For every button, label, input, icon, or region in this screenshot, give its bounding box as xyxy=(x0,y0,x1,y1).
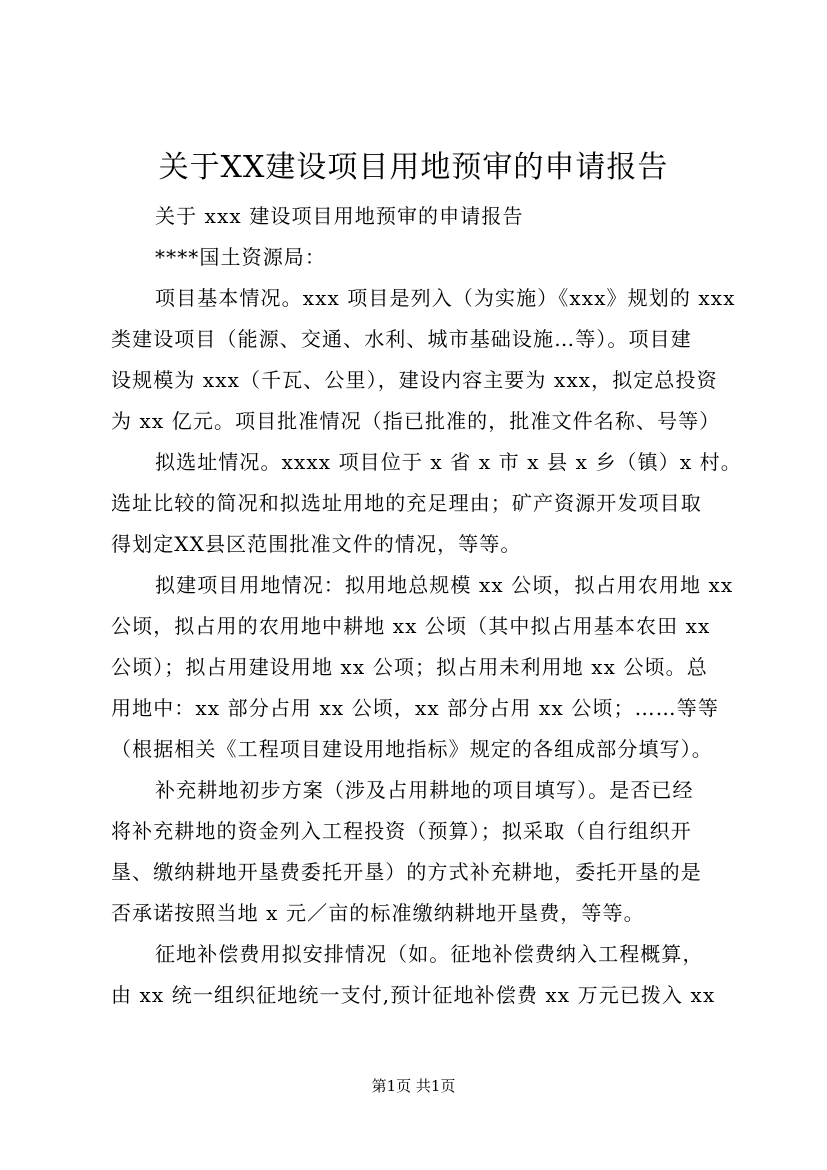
paragraph-line: 设规模为 xxx（千瓦、公里），建设内容主要为 xxx，拟定总投资 xyxy=(111,368,718,392)
paragraph-line: 为 xx 亿元。项目批准情况（指已批准的，批准文件名称、号等） xyxy=(111,409,721,433)
paragraph-line: 用地中：xx 部分占用 xx 公顷，xx 部分占用 xx 公顷；……等等 xyxy=(111,696,719,720)
paragraph-line: 公顷）；拟占用建设用地 xx 公项；拟占用未利用地 xx 公顷。总 xyxy=(111,655,708,679)
document-title: 关于XX建设项目用地预审的申请报告 xyxy=(158,150,669,185)
subtitle-line: 关于 xxx 建设项目用地预审的申请报告 xyxy=(155,204,524,228)
paragraph-line: 征地补偿费用拟安排情况（如。征地补偿费纳入工程概算， xyxy=(155,942,704,966)
paragraph-line: 得划定XX县区范围批准文件的情况，等等。 xyxy=(111,532,522,556)
paragraph-line: 公顷，拟占用的农用地中耕地 xx 公顷（其中拟占用基本农田 xx xyxy=(111,614,711,638)
paragraph-line: 垦、缴纳耕地开垦费委托开垦）的方式补充耕地，委托开垦的是 xyxy=(111,860,702,884)
paragraph-line: 项目基本情况。xxx 项目是列入（为实施）《xxx》规划的 xxx xyxy=(155,286,736,310)
paragraph-line: 类建设项目（能源、交通、水利、城市基础设施…等）。项目建 xyxy=(111,327,692,351)
paragraph-line: 否承诺按照当地 x 元／亩的标准缴纳耕地开垦费，等等。 xyxy=(111,901,645,925)
paragraph-line: 选址比较的简况和拟选址用地的充足理由；矿产资源开发项目取 xyxy=(111,491,702,515)
paragraph-line: （根据相关《工程项目建设用地指标》规定的各组成部分填写）。 xyxy=(111,737,713,761)
paragraph-line: 补充耕地初步方案（涉及占用耕地的项目填写）。是否已经 xyxy=(155,778,694,802)
addressee-line: ****国土资源局： xyxy=(155,245,326,269)
paragraph-line: 将补充耕地的资金列入工程投资（预算）；拟采取（自行组织开 xyxy=(111,819,692,843)
page-footer: 第1页 共1页 xyxy=(371,1077,456,1095)
paragraph-line: 由 xx 统一组织征地统一支付,预计征地补偿费 xx 万元已拨入 xx xyxy=(111,983,716,1007)
document-body xyxy=(111,196,742,1016)
paragraph-line: 拟建项目用地情况：拟用地总规模 xx 公顷，拟占用农用地 xx xyxy=(155,573,734,597)
paragraph-line: 拟选址情况。xxxx 项目位于 x 省 x 市 x 县 x 乡（镇）x 村。 xyxy=(155,450,742,474)
